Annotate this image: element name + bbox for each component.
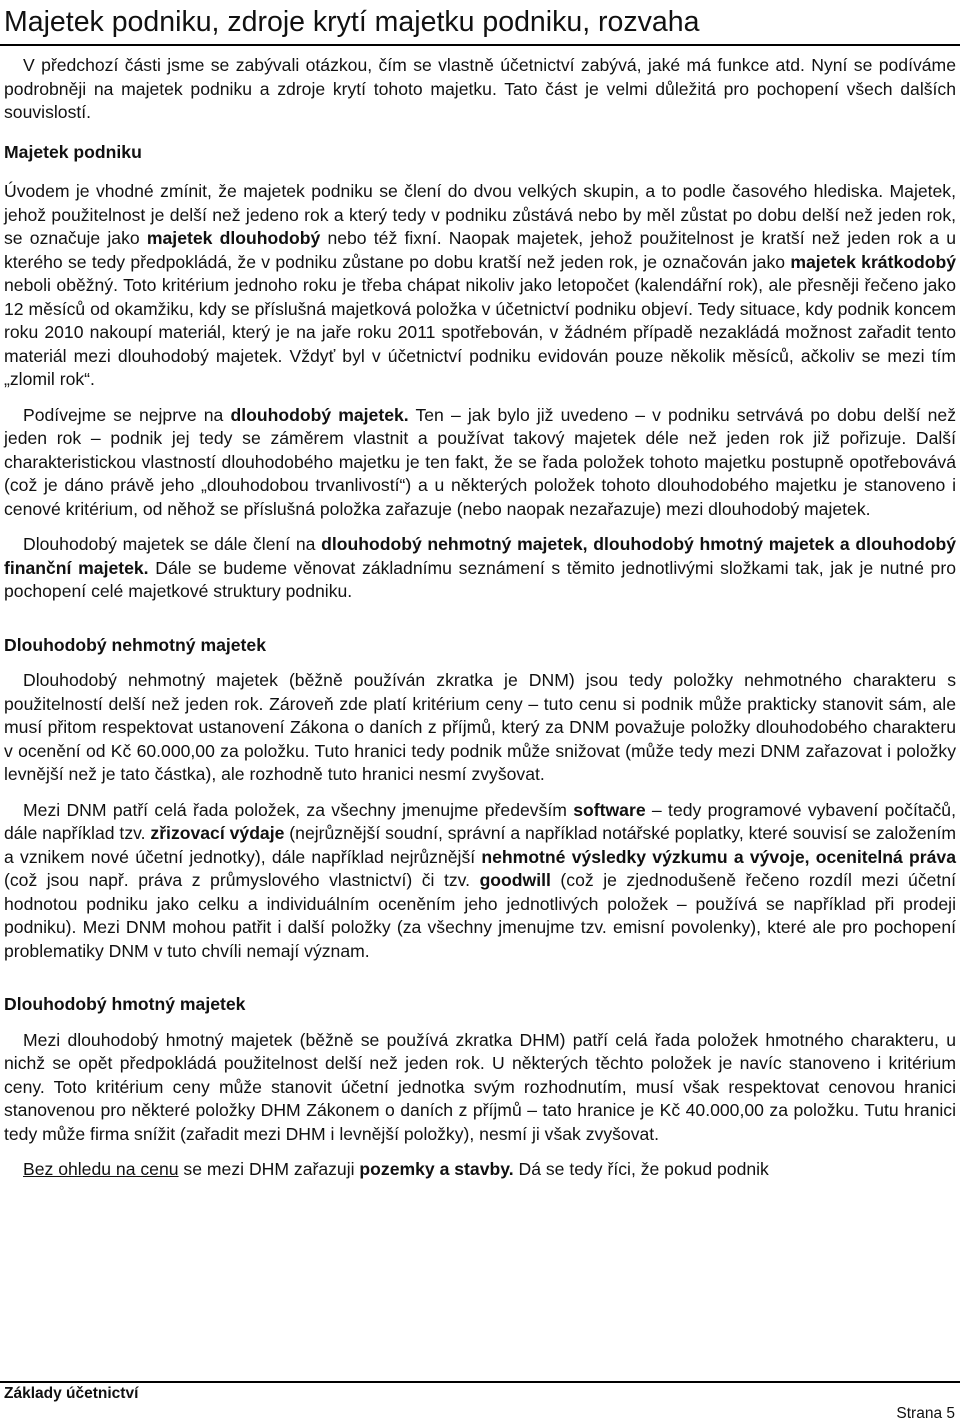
document-body — [4, 54, 956, 1182]
paragraph-cleneni-dlouhodobeho: Dlouhodobý majetek se dále člení na dlouhodobý nehmotný majetek, dlouhodobý hmotný majetek a dlouhodobý finanční majetek. Dále se budeme věnovat základnímu seznámení s těmito jednotlivými složkami tak, jak je nutné pro pochopení celé majetkové struktury podniku. — [4, 534, 956, 601]
footer-rule — [0, 1381, 960, 1383]
footer-document-title: Základy účetnictví — [4, 1385, 139, 1402]
term-zrizovaci-vydaje: zřizovací výdaje — [150, 823, 285, 843]
term-majetek-dlouhodoby: majetek dlouhodobý — [146, 228, 321, 248]
paragraph-dhm-pozemky: Bez ohledu na cenu se mezi DHM zařazuji pozemky a stavby. Dá se tedy říci, že pokud podnik — [23, 1159, 769, 1179]
paragraph-dnm-definice: Dlouhodobý nehmotný majetek (běžně používán zkratka je DNM) jsou tedy položky nehmotného charakteru s použitelností delší než jeden rok. Zároveň zde platí kritérium ceny – tuto cenu si podnik může prakticky stanovit sám, ale musí přitom respektovat ustanovení Zákona o daních z příjmů, který za DNM považuje položky dlouhodobého charakteru v ocenění od Kč 60.000,00 za položku. Tuto hranici tedy podnik může snižovat (může tedy mezi DNM zařazovat i položky levnější než je tato částka), ale rozhodně tuto hranici nesmí zvyšovat. — [4, 670, 956, 784]
underlined-bez-ohledu: Bez ohledu na cenu — [23, 1159, 179, 1179]
paragraph-majetek-cleni: Úvodem je vhodné zmínit, že majetek podniku se člení do dvou velkých skupin, a to podle časového hlediska. Majetek, jehož použitelnost je delší než jedeno rok a který tedy v podniku zůstává nebo by měl zůstat po dobu delší než jeden rok, se označuje jako majetek dlouhodobý nebo též fixní. Naopak majetek, jehož použitelnost je kratší než jeden rok a u kterého se tedy předpokládá, že v podniku zůstane po dobu kratší než jeden rok, je označován jako majetek krátkodobý neboli oběžný. Toto kritérium jednoho roku je třeba chápat nikoliv jako letopočet (kalendářní rok), ale přesněji řečeno jako 12 měsíců od okamžiku, kdy se příslušná majetková položka v účetnictví podniku objeví. Tedy situace, kdy podnik koncem roku 2010 nakoupí materiál, který je na jaře roku 2011 spotřebován, v žádném případě nezakládá možnost zařadit tento materiál mezi dlouhodobý majetek. Vždyť byl v účetnictví podniku evidován pouze několik měsíců, ačkoliv se mezi tím „zlomil rok“. — [4, 181, 956, 389]
paragraph-dnm-polozky: Mezi DNM patří celá řada položek, za všechny jmenujme především software – tedy programové vybavení počítačů, dále například tzv. zřizovací výdaje (nejrůznější soudní, správní a například notářské poplatky, které souvisí se založením a vznikem nové účetní jednotky), dále například nejrůznější nehmotné výsledky výzkumu a vývoje, ocenitelná práva (což jsou např. práva z průmyslového vlastnictví) či tzv. goodwill (což je zjednodušeně řečeno rozdíl mezi účetní hodnotou podniku jako celku a individuálním oceněním jeho jednotlivých položek – používá se například při prodeji podniku). Mezi DNM mohou patřit i další položky (za všechny jmenujme tzv. emisní povolenky), které ale pro pochopení problematiky DNM v tuto chvíli nemají význam. — [4, 799, 957, 961]
intro-paragraph: V předchozí části jsme se zabývali otázkou, čím se vlastně účetnictví zabývá, jaké má funkce atd. Nyní se podíváme podrobněji na majetek podniku a zdroje krytí tohoto majetku. Tato část je velmi důležitá pro pochopení všech dalších souvislostí. — [4, 55, 956, 122]
term-goodwill: goodwill — [479, 870, 551, 890]
term-dlouhodoby-majetek: dlouhodobý majetek. — [230, 404, 409, 425]
page-footer — [0, 1381, 960, 1425]
footer-page-number: Strana 5 — [896, 1405, 955, 1422]
term-nehmotne-vysledky: nehmotné výsledky výzkumu a vývoje, ocenitelná práva — [481, 846, 956, 867]
section-heading-dnm: Dlouhodobý nehmotný majetek — [4, 634, 266, 655]
term-software: software — [573, 799, 646, 820]
section-heading-dhm: Dlouhodobý hmotný majetek — [4, 994, 246, 1014]
paragraph-dhm-definice: Mezi dlouhodobý hmotný majetek (běžně se používá zkratka DHM) patří celá řada položek hmotného charakteru, u nichž se opět předpokládá použitelnost delší než jeden rok. U některých těchto položek je navíc stanoveno i kritérium ceny. Toto kritérium ceny může stanovit účetní jednotka svým rozhodnutím, musí však respektovat cenovou hranici stanovenou pro některé položky DHM Zákonem o daních z příjmů – tato hranice je Kč 40.000,00 za položku. Tutu hranici tedy může firma snížit (zařadit mezi DHM i levnější položky), nesmí ji však zvyšovat. — [4, 1029, 956, 1144]
paragraph-dlouhodoby-majetek: Podívejme se nejprve na dlouhodobý majetek. Ten – jak bylo již uvedeno – v podniku setrvává po dobu delší než jeden rok – podnik jej tedy se záměrem vlastnit a používat takový majetek déle než jeden rok již pořizuje. Další charakteristickou vlastností dlouhodobého majetku je ten fakt, že se řada položek tohoto majetku postupně opotřebovává (což je dáno právě jeho „dlouhodobou trvanlivostí“) a u některých položek tohoto dlouhodobého majetku je stanoveno i cenové kritérium, od něhož se příslušná položka zařazuje (nebo naopak nezařazuje) mezi dlouhodobý majetek. — [4, 404, 956, 519]
page-title: Majetek podniku, zdroje krytí majetku podniku, rozvaha — [4, 6, 700, 38]
section-heading-majetek-podniku: Majetek podniku — [4, 141, 142, 162]
title-bar — [0, 0, 960, 46]
term-slozky-dlouhodobeho: dlouhodobý nehmotný majetek, dlouhodobý hmotný majetek a dlouhodobý finanční majetek. — [4, 534, 956, 578]
term-majetek-kratkodoby: majetek krátkodobý — [790, 251, 956, 272]
term-pozemky-a-stavby: pozemky a stavby. — [359, 1159, 514, 1179]
